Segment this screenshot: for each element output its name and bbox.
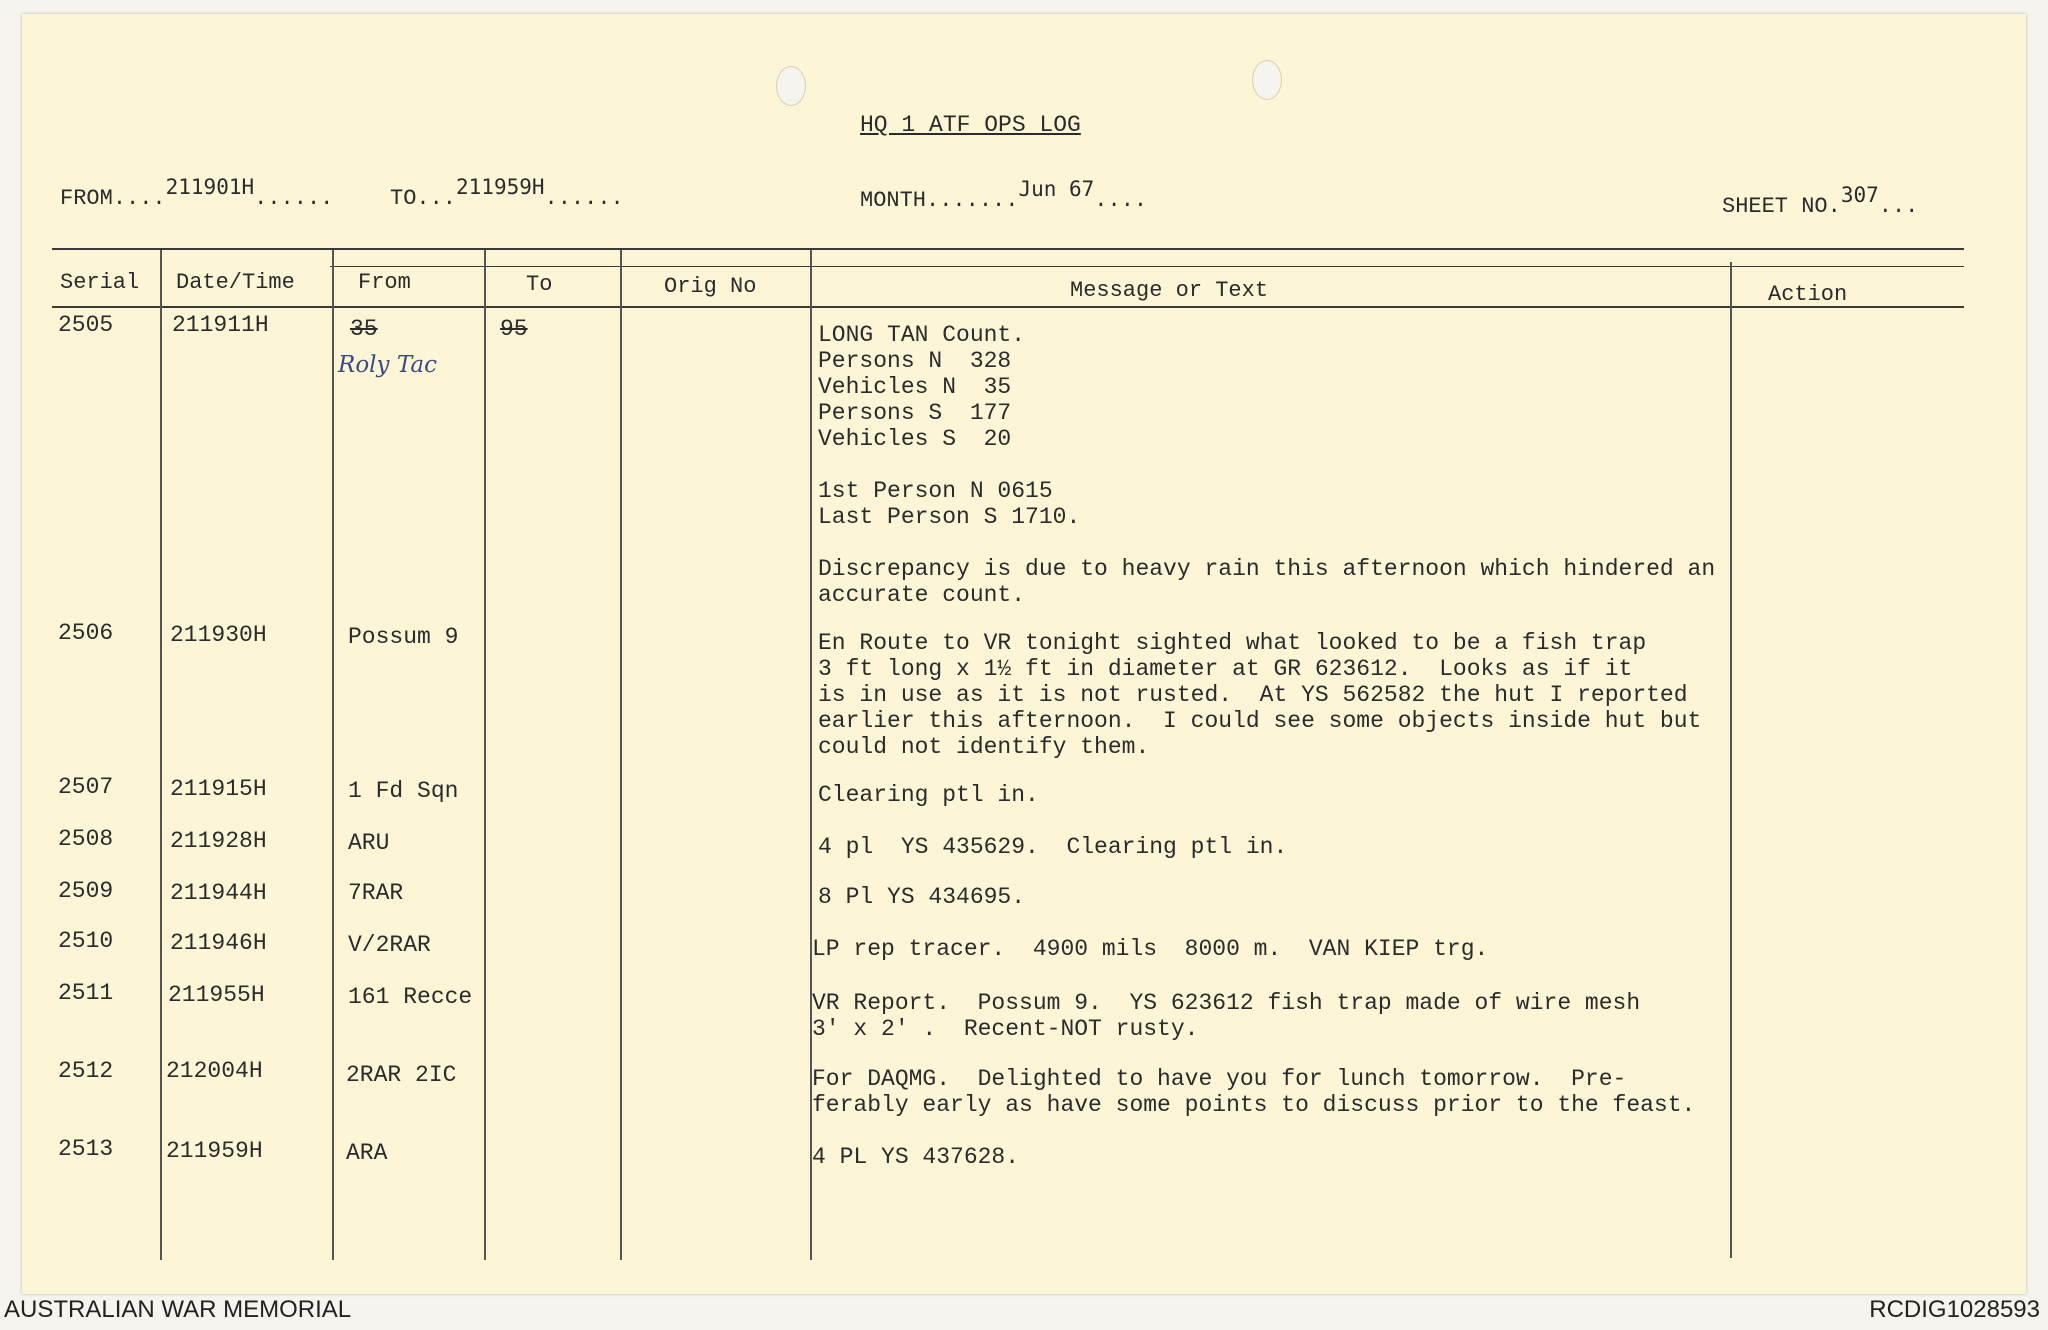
from-field: FROM....211901H...... (60, 175, 334, 211)
datetime-cell: 211944H (170, 880, 267, 906)
from-cell: V/2RAR (348, 932, 431, 958)
message-cell: LONG TAN Count. Persons N 328 Vehicles N 35 Persons S 177 Vehicles S 20 1st Person N 0615 Last Person S 1710. Discrepancy is due to heavy rain this afternoon which hindered an accurate count. (818, 322, 1716, 608)
col-header-orig-no: Orig No (664, 274, 757, 299)
message-cell: For DAQMG. Delighted to have you for lunch tomorrow. Pre- ferably early as have some points to discuss prior to the feast. (812, 1066, 1696, 1118)
from-cell: Possum 9 (348, 624, 459, 650)
datetime-cell: 211915H (170, 776, 267, 802)
col-header-from: From (358, 270, 411, 295)
serial-cell: 2508 (58, 826, 114, 852)
column-divider (332, 250, 334, 1260)
sheet-label: SHEET NO. (1722, 194, 1841, 219)
to-cell: 95 (500, 316, 528, 342)
from-cell: ARU (348, 830, 390, 856)
serial-cell: 2510 (58, 928, 114, 954)
serial-cell: 2513 (58, 1136, 114, 1162)
handwritten-from-note: Roly Tac (338, 352, 437, 378)
column-divider (160, 250, 162, 1260)
column-divider (484, 250, 486, 1260)
message-cell: LP rep tracer. 4900 mils 8000 m. VAN KIEP trg. (812, 936, 1489, 962)
serial-cell: 2512 (58, 1058, 114, 1084)
from-cell: 161 Recce (348, 984, 473, 1010)
from-cell: 35 (350, 316, 378, 342)
message-cell: 4 pl YS 435629. Clearing ptl in. (818, 834, 1288, 860)
to-field: TO...211959H...... (390, 175, 624, 211)
message-cell: Clearing ptl in. (818, 782, 1039, 808)
datetime-cell: 211911H (172, 312, 269, 338)
message-cell: VR Report. Possum 9. YS 623612 fish trap made of wire mesh 3' x 2' . Recent-NOT rusty. (812, 990, 1641, 1042)
to-value: 211959H (456, 175, 545, 199)
from-label: FROM (60, 186, 113, 211)
message-cell: 4 PL YS 437628. (812, 1144, 1020, 1170)
serial-cell: 2507 (58, 774, 114, 800)
serial-cell: 2509 (58, 878, 114, 904)
from-value: 211901H (165, 175, 255, 199)
from-cell: 2RAR 2IC (346, 1062, 457, 1088)
punch-hole-left (776, 66, 806, 106)
datetime-cell: 211930H (170, 622, 267, 648)
punch-hole-right (1252, 60, 1282, 100)
datetime-cell: 211959H (166, 1138, 263, 1164)
month-value: Jun 67 (1018, 177, 1095, 201)
message-cell: En Route to VR tonight sighted what looked to be a fish trap 3 ft long x 1½ ft in diameter at GR 623612. Looks as if it is in use as it is not rusted. At YS 562582 the hut I reported earlier this afternoon. I could see some objects inside hut but could not identify them. (818, 630, 1702, 760)
from-cell: 1 Fd Sqn (348, 778, 459, 804)
from-cell: 7RAR (348, 880, 404, 906)
month-field: MONTH.......Jun 67.... (860, 177, 1148, 213)
datetime-cell: 211946H (170, 930, 267, 956)
col-header-message: Message or Text (1070, 278, 1269, 303)
header-bottom-rule (52, 306, 1964, 308)
serial-cell: 2506 (58, 620, 114, 646)
column-divider (1730, 262, 1732, 1258)
page-title: HQ 1 ATF OPS LOG (860, 112, 1081, 138)
to-label: TO (390, 186, 417, 211)
table-second-rule (330, 266, 1964, 267)
col-header-datetime: Date/Time (176, 270, 295, 295)
table-top-rule (52, 248, 1964, 250)
sheet-value: 307 (1840, 183, 1879, 207)
archive-id: RCDIG1028593 (1869, 1296, 2040, 1323)
datetime-cell: 211955H (168, 982, 265, 1008)
col-header-to: To (526, 272, 553, 297)
datetime-cell: 211928H (170, 828, 267, 854)
archive-credit: AUSTRALIAN WAR MEMORIAL (4, 1296, 352, 1323)
from-cell: ARA (346, 1140, 388, 1166)
datetime-cell: 212004H (166, 1058, 263, 1084)
col-header-action: Action (1768, 282, 1848, 307)
col-header-serial: Serial (60, 270, 140, 295)
serial-cell: 2505 (58, 312, 114, 338)
serial-cell: 2511 (58, 980, 114, 1006)
column-divider (620, 250, 622, 1260)
month-label: MONTH (860, 188, 927, 213)
message-cell: 8 Pl YS 434695. (818, 884, 1026, 910)
sheet-field: SHEET NO.307... (1722, 183, 1919, 219)
